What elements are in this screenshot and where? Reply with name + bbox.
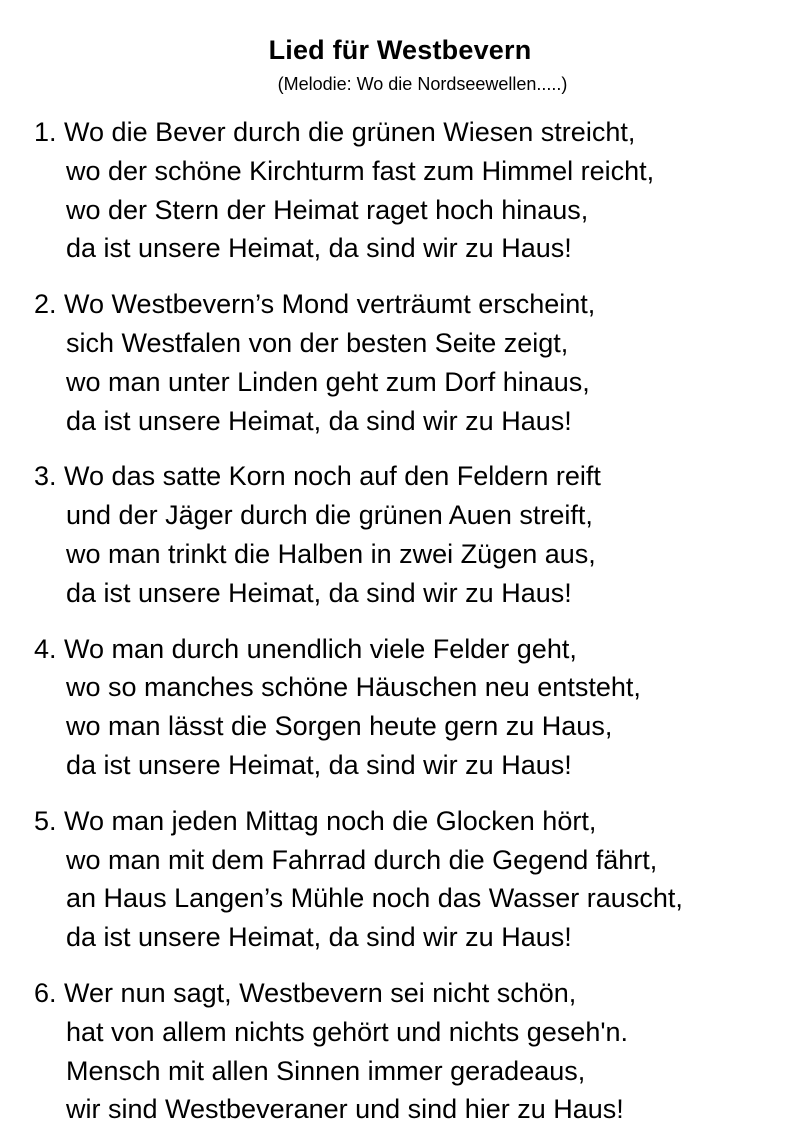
verse-line: wo so manches schöne Häuschen neu entsteht, xyxy=(66,672,641,703)
melody-note: (Melodie: Wo die Nordseewellen.....) xyxy=(277,74,568,94)
verse-line xyxy=(34,285,794,324)
verse-line xyxy=(34,113,794,152)
verse-line: wo man trinkt die Halben in zwei Zügen aus, xyxy=(66,538,596,569)
verse-line: da ist unsere Heimat, da sind wir zu Haus! xyxy=(66,405,572,436)
verse-line xyxy=(34,974,794,1013)
verse-line: an Haus Langen’s Mühle noch das Wasser rauscht, xyxy=(66,883,683,914)
verse-line-text: Wo die Bever durch die grünen Wiesen streicht, xyxy=(64,117,636,147)
verse-1 xyxy=(34,113,794,268)
verse-line-text: Wer nun sagt, Westbevern sei nicht schön, xyxy=(64,977,577,1008)
verse-line: Mensch mit allen Sinnen immer geradeaus, xyxy=(66,1055,586,1086)
verse-line: wo man unter Linden geht zum Dorf hinaus, xyxy=(66,366,590,397)
verse-line-text: Wo Westbevern’s Mond verträumt erscheint, xyxy=(64,289,596,320)
verse-4 xyxy=(34,630,794,785)
verse-list xyxy=(34,113,794,1146)
verse-3 xyxy=(34,457,794,612)
verse-line: sich Westfalen von der besten Seite zeigt, xyxy=(66,327,569,358)
verse-number: 6. xyxy=(34,977,57,1008)
verse-number: 5. xyxy=(34,805,57,836)
verse-line-text: Wo man durch unendlich viele Felder geht, xyxy=(64,633,577,664)
verse-line-text: Wo das satte Korn noch auf den Feldern reift xyxy=(64,461,601,492)
verse-line: wo der Stern der Heimat raget hoch hinaus, xyxy=(66,194,589,225)
verse-line xyxy=(34,457,794,496)
verse-line: da ist unsere Heimat, da sind wir zu Haus! xyxy=(66,577,572,608)
verse-line: und der Jäger durch die grünen Auen streift, xyxy=(66,500,593,531)
verse-line: wo der schöne Kirchturm fast zum Himmel reicht, xyxy=(66,155,655,186)
song-title: Lied für Westbevern xyxy=(268,35,532,65)
verse-line xyxy=(34,630,794,669)
verse-line: hat von allem nichts gehört und nichts geseh'n. xyxy=(66,1016,629,1047)
verse-line: wo man lässt die Sorgen heute gern zu Haus, xyxy=(66,711,613,742)
verse-line: da ist unsere Heimat, da sind wir zu Haus! xyxy=(66,749,572,780)
verse-line: da ist unsere Heimat, da sind wir zu Haus! xyxy=(66,233,572,264)
verse-6 xyxy=(34,974,794,1129)
verse-number: 3. xyxy=(34,461,57,492)
verse-number: 1. xyxy=(34,117,57,147)
verse-2 xyxy=(34,285,794,440)
verse-number: 2. xyxy=(34,289,57,320)
verse-line: da ist unsere Heimat, da sind wir zu Haus! xyxy=(66,922,572,953)
verse-line xyxy=(34,802,794,841)
verse-line: wo man mit dem Fahrrad durch die Gegend fährt, xyxy=(66,844,658,875)
verse-line-text: Wo man jeden Mittag noch die Glocken hört, xyxy=(64,805,597,836)
verse-5 xyxy=(34,802,794,957)
verse-line: wir sind Westbeveraner und sind hier zu Haus! xyxy=(66,1094,624,1125)
verse-number: 4. xyxy=(34,633,57,664)
